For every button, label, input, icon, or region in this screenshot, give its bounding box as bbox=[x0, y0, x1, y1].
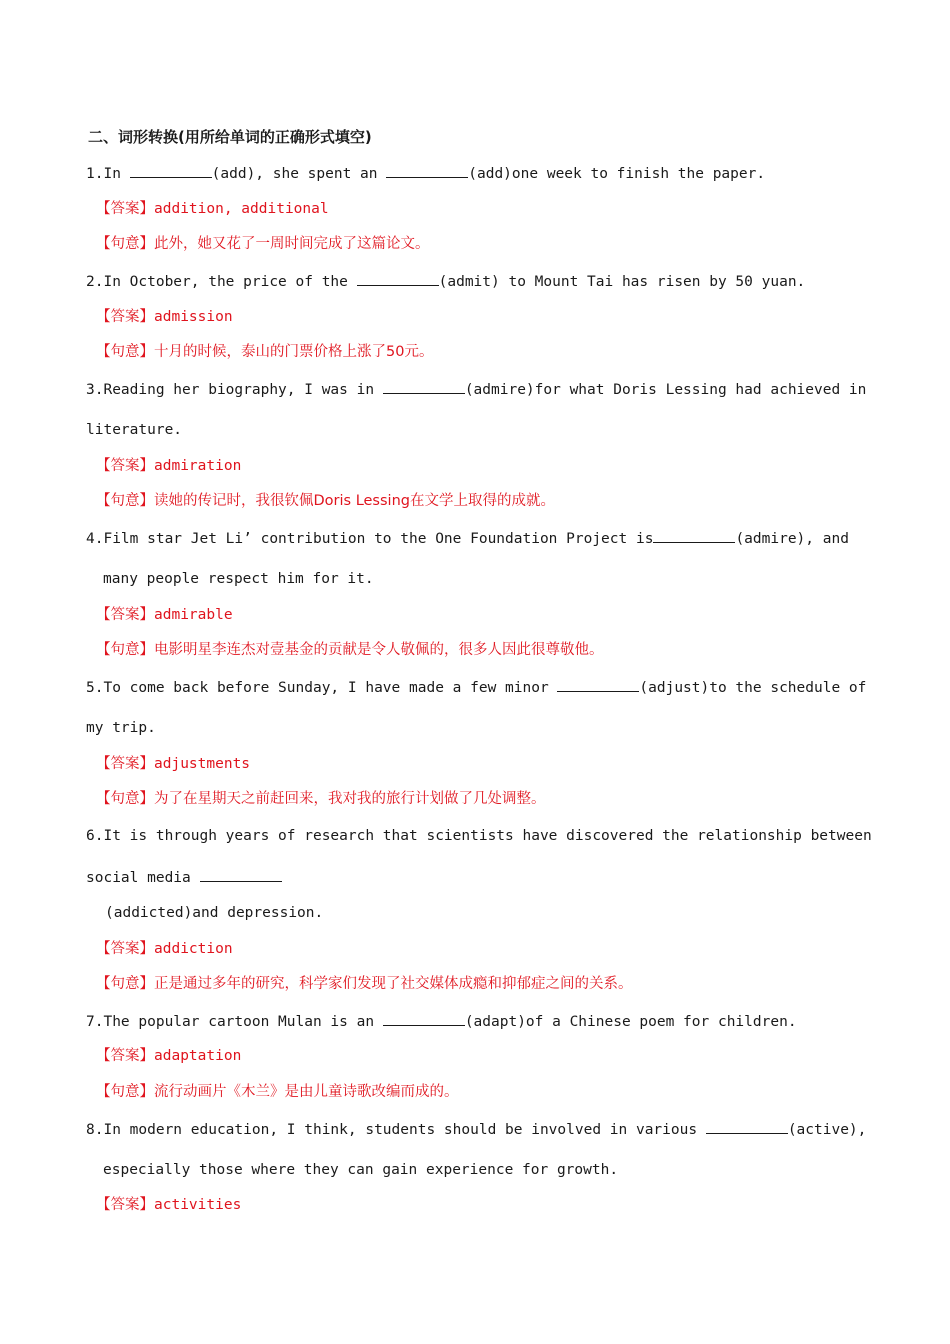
blank-5[interactable] bbox=[557, 677, 639, 692]
meaning-5: 【句意】为了在星期天之前赶回来，我对我的旅行计划做了几处调整。 bbox=[96, 791, 546, 807]
question-2-text: 2.In October, the price of the (admit) to Mount Tai has risen by 50 yuan. bbox=[86, 271, 805, 292]
blank-1b[interactable] bbox=[386, 163, 468, 178]
answer-8: 【答案】activities bbox=[96, 1197, 242, 1213]
meaning-1: 【句意】此外，她又花了一周时间完成了这篇论文。 bbox=[96, 236, 430, 252]
blank-8[interactable] bbox=[706, 1119, 788, 1134]
blank-6[interactable] bbox=[200, 867, 282, 882]
answer-3: 【答案】admiration bbox=[96, 458, 242, 474]
question-7-text: 7.The popular cartoon Mulan is an (adapt)of a Chinese poem for children. bbox=[86, 1011, 797, 1032]
question-8-text-cont: especially those where they can gain experience for growth. bbox=[103, 1162, 619, 1178]
answer-7: 【答案】adaptation bbox=[96, 1048, 242, 1064]
question-5-text: 5.To come back before Sunday, I have made a few minor (adjust)to the schedule of bbox=[86, 677, 866, 698]
question-4-text: 4.Film star Jet Li’ contribution to the One Foundation Project is (admire), and bbox=[86, 528, 849, 549]
blank-7[interactable] bbox=[383, 1011, 465, 1026]
meaning-4: 【句意】电影明星李连杰对壹基金的贡献是令人敬佩的，很多人因此很尊敬他。 bbox=[96, 642, 604, 658]
question-6-text-cont2: (addicted)and depression. bbox=[105, 905, 324, 921]
blank-1a[interactable] bbox=[130, 163, 212, 178]
question-4-text-cont: many people respect him for it. bbox=[103, 571, 374, 587]
answer-1: 【答案】addition, additional bbox=[96, 201, 329, 217]
question-3-text-cont: literature. bbox=[86, 422, 183, 438]
question-5-text-cont: my trip. bbox=[86, 720, 156, 736]
blank-4[interactable] bbox=[653, 528, 735, 543]
meaning-7: 【句意】流行动画片《木兰》是由儿童诗歌改编而成的。 bbox=[96, 1084, 459, 1100]
blank-3[interactable] bbox=[383, 379, 465, 394]
answer-2: 【答案】admission bbox=[96, 309, 233, 325]
blank-2[interactable] bbox=[357, 271, 439, 286]
answer-4: 【答案】admirable bbox=[96, 607, 233, 623]
answer-5: 【答案】adjustments bbox=[96, 756, 251, 772]
meaning-3: 【句意】读她的传记时，我很钦佩Doris Lessing在文学上取得的成就。 bbox=[96, 493, 555, 509]
question-1-text: 1.In (add), she spent an (add)one week to finish the paper. bbox=[86, 163, 765, 184]
question-8-text: 8.In modern education, I think, students should be involved in various (active), bbox=[86, 1119, 866, 1140]
answer-6: 【答案】addiction bbox=[96, 941, 233, 957]
question-6-text-cont: social media bbox=[86, 867, 282, 888]
question-3-text: 3.Reading her biography, I was in (admire)for what Doris Lessing had achieved in bbox=[86, 379, 866, 400]
meaning-2: 【句意】十月的时候，泰山的门票价格上涨了50元。 bbox=[96, 344, 434, 360]
meaning-6: 【句意】正是通过多年的研究，科学家们发现了社交媒体成瘾和抑郁症之间的关系。 bbox=[96, 976, 633, 992]
section-title: 二、词形转换(用所给单词的正确形式填空) bbox=[88, 128, 372, 146]
question-6-text: 6.It is through years of research that scientists have discovered the relationship between bbox=[86, 828, 872, 844]
